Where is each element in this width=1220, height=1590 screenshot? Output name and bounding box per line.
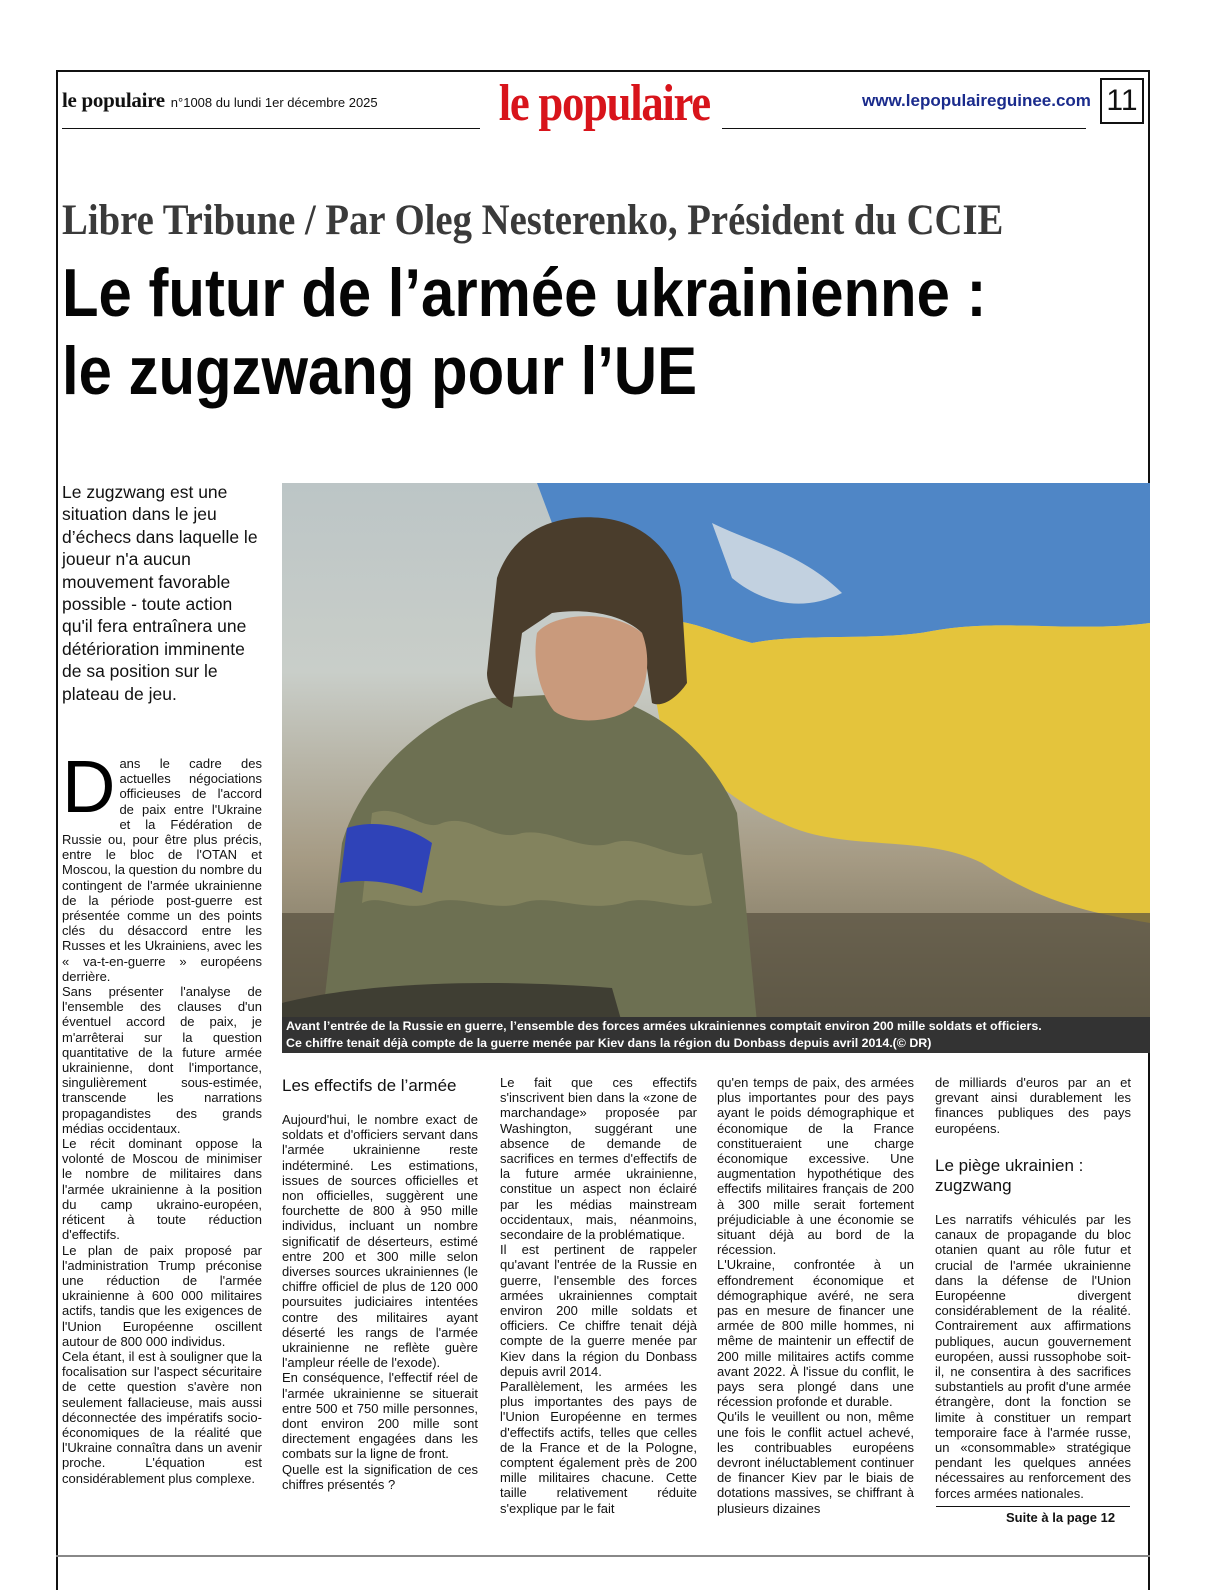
article-photo: [282, 483, 1150, 1023]
paragraph: Quelle est la signification de ces chiffres présentés ?: [282, 1461, 478, 1492]
caption-line-1: Avant l’entrée de la Russie en guerre, l’ensemble des forces armées ukrainiennes comptait environ 200 mille soldats et officiers.: [286, 1019, 1042, 1033]
paragraph: Le récit dominant oppose la volonté de Moscou de minimiser le nombre de militaires dans l'armée ukrainienne à la position du camp ukraino-européen, réticent à toute réduction d'effectifs.: [62, 1136, 262, 1243]
masthead-logo: le populaire: [498, 75, 710, 132]
page-number: 11: [1100, 78, 1144, 124]
soldier-flag-illustration: [282, 483, 1150, 1023]
issue-info: n°1008 du lundi 1er décembre 2025: [170, 95, 378, 110]
photo-caption: [282, 1017, 1150, 1053]
continue-rule: [936, 1506, 1130, 1507]
soldier-face: [536, 616, 648, 720]
paragraph: Aujourd'hui, le nombre exact de soldats et d'officiers servant dans l'armée ukrainienne reste indéterminé. Les estimations, issues de sources officielles et non officielles, suggèrent une fourchette de 800 à 950 mille individus, incluant un nombre significatif de déserteurs, estimé entre 200 et 300 mille selon diverses sources ukrainiennes (le chiffre officiel de plus de 120 000 poursuites judiciaires intentées contre des militaires ayant déserté les rangs de l'armée ukrainienne ne reflète guère l'ampleur réelle de l'exode).: [282, 1112, 478, 1371]
column-4: [717, 1075, 914, 1516]
paragraph: ans le cadre des actuelles négociations officieuses de l'accord de paix entre l'Ukraine et la Fédération de Russie ou, pour être plus précis, entre le bloc de l'OTAN et Moscou, la question du nombre du contingent de l'armée ukrainienne de la période post-guerre est présentée comme un des points clés du désaccord entre les Russes et les Ukrainiens, avec les « va-t-en-guerre » européens derrière.: [62, 756, 262, 984]
subheading-effectifs: Les effectifs de l’armée: [282, 1076, 457, 1095]
header-rule-right: [722, 128, 1086, 129]
column-5: [935, 1075, 1131, 1136]
paragraph: Le fait que ces effectifs s'inscrivent bien dans la «zone de marchandage» proposée par Washington, suggérant une absence de demande de sacrifices en termes d'effectifs de la future armée ukrainienne, constitue un aspect non éclairé par les médias mainstream occidentaux, mais, néanmoins, secondaire de la problématique.: [500, 1075, 697, 1243]
article-lead: Le zugzwang est une situation dans le jeu d’échecs dans laquelle le joueur n'a aucun mouvement favorable possible - toute action qu'il fera entraînera une détérioration imminente de sa position sur le plateau de jeu.: [62, 482, 258, 704]
paragraph: Les narratifs véhiculés par les canaux de propagande du bloc otanien quant au rôle futur et crucial de l'armée ukrainienne dans la défense de l'Union Européenne divergent considérablement de la réalité. Contrairement aux affirmations publiques, aucun gouvernement européen, aussi russophobe soit-il, ne consentira à des sacrifices substantiels au profit d'une armée étrangère, dont la fonction se limite à constituer un rempart temporaire face à l'armée russe, un «consommable» stratégique pendant les quelques années nécessaires au renforcement des forces armées nationales.: [935, 1212, 1131, 1501]
column-2: [282, 1112, 478, 1492]
paragraph: Le plan de paix proposé par l'administration Trump préconise une réduction de l'armée ukrainienne à 600 000 militaires actifs, tandis que les exigences de l'Union Européenne oscillent autour de 800 000 individus.: [62, 1242, 262, 1349]
column-5-continued: [935, 1212, 1131, 1501]
paragraph: qu'en temps de paix, des armées plus importantes pour des pays ayant le poids démographique et économique de la France constitueraient une charge économique excessive. Une augmentation hypothétique des effectifs militaires français de 200 à 300 mille serait fortement préjudiciable à une économie se situant déjà au bord de la récession.: [717, 1075, 914, 1258]
article-headline: [62, 254, 986, 410]
issue-line: [62, 88, 378, 113]
headline-line-1: Le futur de l’armée ukrainienne :: [62, 255, 987, 331]
headline-line-2: le zugzwang pour l’UE: [62, 333, 697, 409]
bottom-rule: [56, 1555, 1150, 1557]
first-paragraph: [62, 756, 262, 984]
paragraph: L'Ukraine, confrontée à un effondrement économique et démographique avéré, ne sera pas en mesure de financer une armée de 800 mille hommes, ni même de maintenir un effectif de 200 mille militaires actifs comme avant 2022. À l'issue du conflit, le pays sera plongé dans une récession profonde et durable.: [717, 1257, 914, 1410]
column-3: [500, 1075, 697, 1516]
drop-cap: D: [62, 756, 116, 828]
website-link[interactable]: www.lepopulaireguinee.com: [862, 91, 1091, 110]
subheading-piege: Le piège ukrainien : zugzwang: [935, 1156, 1084, 1195]
paragraph: Sans présenter l'analyse de l'ensemble des clauses d'un éventuel accord de paix, je m'arrêterai sur la question quantitative de la future armée ukrainienne, dont l'importance, singulièrement sous-estimée, transcende les narrations propagandistes des grands médias occidentaux.: [62, 984, 262, 1136]
paragraph: Il est pertinent de rappeler qu'avant l'entrée de la Russie en guerre, l'ensemble des forces armées ukrainiennes comptait environ 200 mille soldats et officiers. Ce chiffre tenait déjà compte de la guerre menée par Kiev dans la région du Donbass depuis avril 2014.: [500, 1242, 697, 1379]
brand-small: le populaire: [62, 88, 165, 112]
paragraph: Parallèlement, les armées les plus importantes des pays de l'Union Européenne en termes d'effectifs actifs, telles que celles de la France et de la Pologne, comptent également près de 200 mille militaires chacune. Cette taille relativement réduite s'explique par le fait: [500, 1379, 697, 1516]
article-kicker: Libre Tribune / Par Oleg Nesterenko, Président du CCIE: [62, 197, 1004, 244]
caption-line-2: Ce chiffre tenait déjà compte de la guerre menée par Kiev dans la région du Donbass depuis avril 2014.(© DR): [286, 1036, 932, 1050]
paragraph: En conséquence, l'effectif réel de l'armée ukrainienne se situerait entre 500 et 750 mille personnes, dont environ 200 mille sont directement engagées dans les combats sur la ligne de front.: [282, 1370, 478, 1462]
paragraph: Qu'ils le veuillent ou non, même une fois le conflit actuel achevé, les contribuables européens devront inéluctablement continuer de financer Kiev par le biais de dotations massives, se chiffrant à plusieurs dizaines: [717, 1409, 914, 1516]
header-rule-left: [62, 128, 480, 129]
paragraph: de milliards d'euros par an et grevant ainsi durablement les finances publiques des pays européens.: [935, 1075, 1131, 1136]
paragraph: Cela étant, il est à souligner que la focalisation sur l'aspect sécuritaire de cette question s'avère non seulement fallacieuse, mais aussi déconnectée des impératifs socio-économiques de la réalité que l'Ukraine connaîtra dans un avenir proche. L'équation est considérablement plus complexe.: [62, 1348, 262, 1486]
continued-on-page-link[interactable]: Suite à la page 12: [1006, 1510, 1116, 1525]
column-1: [62, 756, 262, 1486]
